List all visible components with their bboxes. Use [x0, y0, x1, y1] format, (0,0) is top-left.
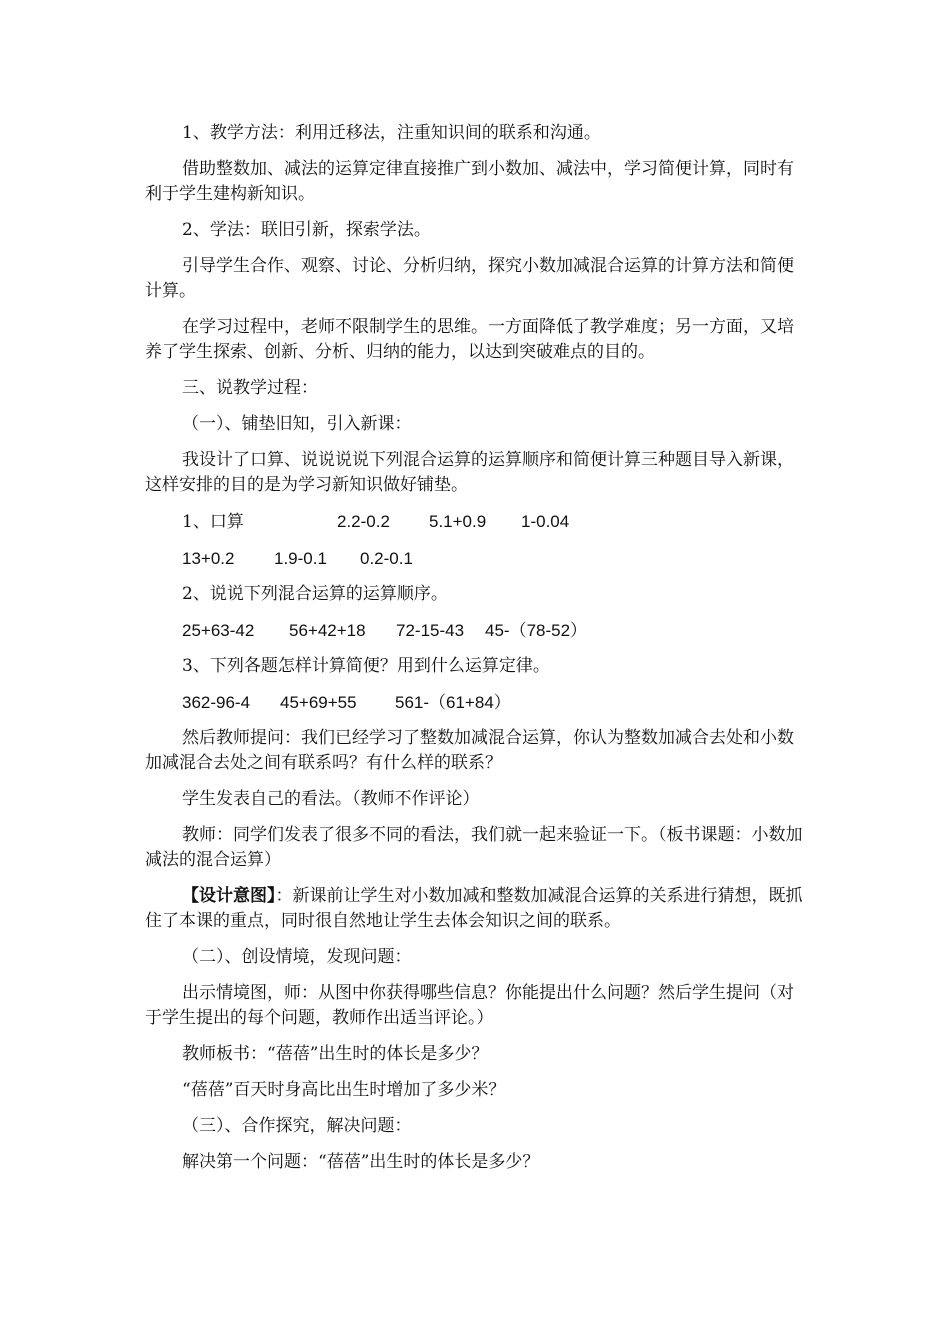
design-intent-label: 【设计意图】 [182, 886, 276, 906]
paragraph-teaching-method: 1、教学方法：利用迁移法，注重知识间的联系和沟通。 [182, 123, 601, 143]
paragraph-guide: 引导学生合作、观察、讨论、分析归纳，探究小数加减混合运算的计算方法和简便计算。 [145, 256, 794, 301]
oral-expr: 1.9-0.1 [274, 549, 327, 568]
paragraph-process: 在学习过程中，老师不限制学生的思维。一方面降低了教学难度；另一方面，又培养了学生探索、创新、分析、归纳的能力，以达到突破难点的目的。 [145, 317, 794, 362]
oral-calc-row-1 [145, 509, 807, 535]
paragraph-design-intent [145, 884, 807, 934]
order-expr: 72-15-43 [396, 621, 465, 640]
simple-expr: 45+69+55 [280, 693, 357, 712]
document-page [145, 121, 807, 1186]
simple-expr-row [145, 690, 807, 715]
subsection-heading-2: （二）、创设情境，发现问题： [182, 947, 412, 967]
simple-expr: 362-96-4 [182, 693, 251, 712]
paragraph-scenario: 出示情境图，师：从图中你获得哪些信息？你能提出什么问题？然后学生提问（对于学生提出的每个问题，教师作出适当评论。） [145, 983, 794, 1028]
oral-calc-row-2 [145, 546, 807, 571]
oral-expr: 0.2-0.1 [360, 549, 413, 568]
paragraph-teacher-verify: 教师：同学们发表了很多不同的看法，我们就一起来验证一下。（板书课题：小数加减法的混合运算） [145, 825, 803, 870]
paragraph-design: 我设计了口算、说说说说下列混合运算的运算顺序和简便计算三种题目导入新课，这样安排的目的是为学习新知识做好铺垫。 [145, 450, 794, 495]
order-expr: 25+63-42 [182, 621, 255, 640]
paragraph-teacher-question: 然后教师提问：我们已经学习了整数加减混合运算，你认为整数加减合去处和小数加减混合去处之间有联系吗？有什么样的联系？ [145, 728, 794, 773]
paragraph-board-question-1: 教师板书：“蓓蓓”出生时的体长是多少？ [182, 1044, 489, 1064]
oral-expr: 1-0.04 [521, 512, 570, 531]
order-expr-row [145, 618, 807, 643]
subsection-heading-1: （一）、铺垫旧知，引入新课： [182, 414, 412, 434]
subsection-heading-3: （三）、合作探究，解决问题： [182, 1116, 412, 1136]
oral-expr: 2.2-0.2 [337, 512, 390, 531]
design-intent-text: ：新课前让学生对小数加减和整数加减混合运算的关系进行猜想，既抓住了本课的重点，同时很自然地让学生去体会知识之间的联系。 [145, 886, 803, 931]
paragraph-simple-question: 3、下列各题怎样计算简便？用到什么运算定律。 [182, 656, 550, 676]
simple-expr: 561-（61+84） [395, 693, 511, 712]
paragraph-student-views: 学生发表自己的看法。（教师不作评论） [182, 789, 480, 809]
oral-expr: 5.1+0.9 [429, 512, 487, 531]
paragraph-order-question: 2、说说下列混合运算的运算顺序。 [182, 584, 448, 604]
paragraph-learning-method: 2、学法：联旧引新，探索学法。 [182, 220, 431, 240]
paragraph-board-question-2: “蓓蓓”百天时身高比出生时增加了多少米？ [182, 1080, 506, 1100]
paragraph-transfer: 借助整数加、减法的运算定律直接推广到小数加、减法中，学习简便计算，同时有利于学生建构新知识。 [145, 159, 794, 204]
oral-expr: 13+0.2 [182, 549, 235, 568]
oral-calc-label: 1、口算 [182, 512, 244, 532]
paragraph-solve-first: 解决第一个问题：“蓓蓓”出生时的体长是多少？ [182, 1152, 540, 1172]
section-heading-3: 三、说教学过程： [182, 378, 318, 398]
order-expr: 56+42+18 [289, 621, 366, 640]
order-expr: 45-（78-52） [485, 621, 588, 640]
